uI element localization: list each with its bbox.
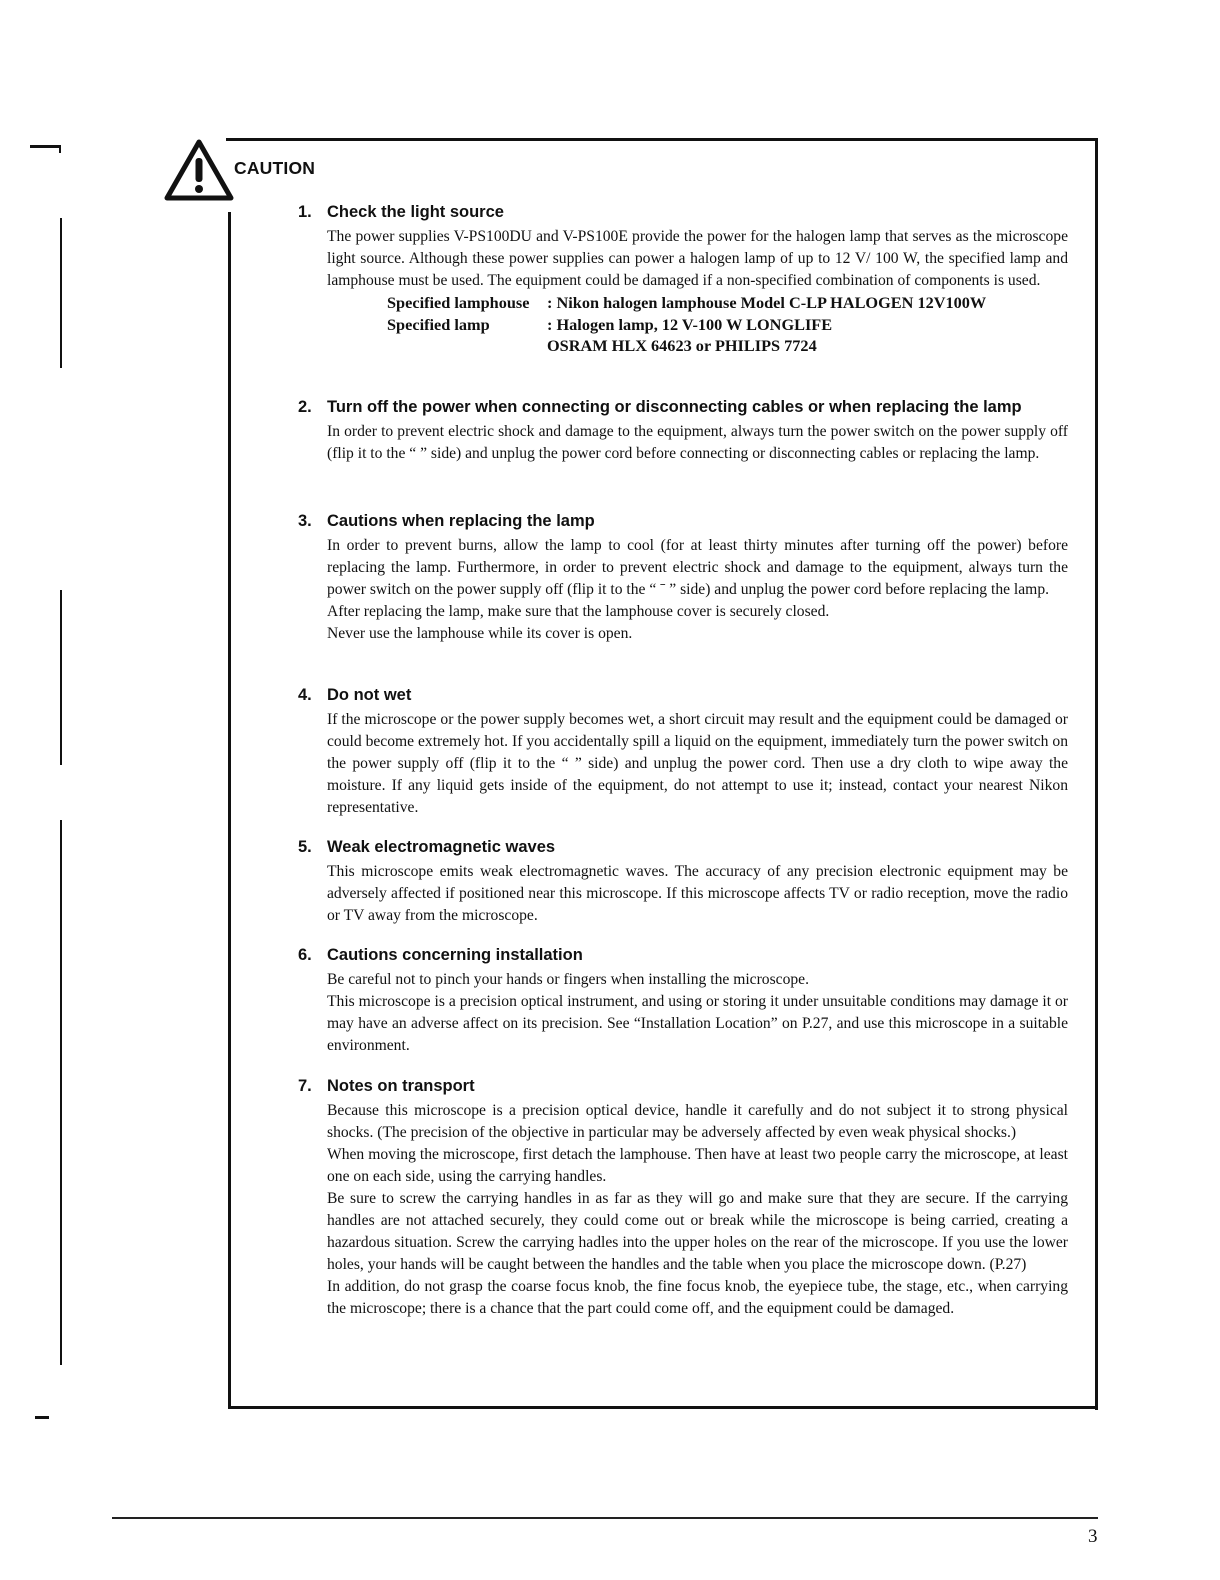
caution-item — [298, 1077, 1068, 1320]
item-number: 1. — [298, 203, 312, 221]
item-paragraph: Be sure to screw the carrying handles in as far as they will go and make sure that they are secure. If the carrying handles are not attached securely, they could come out or break while the microscope is being carried, creating a hazardous situation. Screw the carrying hadles into the upper holes on the rear of the microscope. If you use the lower holes, your hands will be caught between the handles and the table when you place the microscope down. (P.27) — [327, 1190, 1068, 1273]
item-paragraph: After replacing the lamp, make sure that the lamphouse cover is securely closed. — [327, 603, 830, 620]
spec-row — [387, 314, 1068, 336]
item-paragraph: Because this microscope is a precision optical device, handle it carefully and do not subject it to strong physical shocks. (The precision of the objective in particular may be adversely affected by even weak physical shocks.) — [327, 1102, 1068, 1141]
item-title: Cautions when replacing the lamp — [327, 512, 595, 530]
scan-mark — [60, 590, 62, 765]
page-number: 3 — [1088, 1526, 1098, 1547]
scan-mark — [60, 820, 62, 1365]
scan-mark — [30, 145, 60, 148]
item-title: Cautions concerning installation — [327, 946, 583, 964]
caution-item — [298, 512, 1068, 645]
item-number: 3. — [298, 512, 312, 530]
caution-item — [298, 838, 1068, 927]
spec-label: Specified lamp — [387, 314, 490, 334]
spec-label — [387, 335, 547, 357]
item-title: Notes on transport — [327, 1077, 475, 1095]
caution-box-border — [226, 138, 1098, 141]
item-title: Check the light source — [327, 203, 504, 221]
item-heading — [298, 203, 1068, 222]
item-heading — [298, 512, 1068, 531]
scan-mark — [60, 218, 62, 368]
item-title: Weak electromagnetic waves — [327, 838, 556, 856]
item-title: Turn off the power when connecting or disconnecting cables or when replacing the lamp — [327, 398, 1022, 416]
spec-value: OSRAM HLX 64623 or PHILIPS 7724 — [547, 336, 817, 355]
item-number: 4. — [298, 686, 312, 704]
item-number: 7. — [298, 1077, 312, 1095]
scan-mark — [59, 145, 61, 153]
caution-box-border — [229, 1406, 1098, 1409]
caution-item — [298, 203, 1068, 357]
item-paragraph: If the microscope or the power supply becomes wet, a short circuit may result and the equipment could be damaged or could become extremely hot. If you accidentally spill a liquid on the equipment, immediately turn the power switch on the power supply off (flip it to the “ ” side) and unplug the power cord. Then use a dry cloth to wipe away the moisture. If any liquid gets inside of the equipment, do not attempt to use it; instead, contact your nearest Nikon representative. — [327, 711, 1068, 816]
item-title: Do not wet — [327, 686, 412, 704]
footer-rule — [112, 1517, 1098, 1519]
caution-item — [298, 686, 1068, 819]
spec-label: Specified lamphouse — [387, 293, 530, 312]
item-heading — [298, 398, 1068, 417]
item-paragraph: This microscope emits weak electromagnetic waves. The accuracy of any precision electronic equipment may be adversely affected if positioned near this microscope. If this microscope affects TV or radio reception, move the radio or TV away from the microscope. — [327, 863, 1068, 924]
item-heading — [298, 946, 1068, 965]
spec-list — [387, 292, 1068, 357]
item-paragraph: When moving the microscope, first detach the lamphouse. Then have at least two people carry the microscope, at least one on each side, using the carrying handles. — [327, 1146, 1068, 1185]
item-heading — [298, 686, 1068, 705]
caution-box-border — [1095, 138, 1098, 1410]
spec-row — [387, 292, 1068, 314]
spec-value: : Halogen lamp, 12 V-100 W LONGLIFE — [547, 314, 833, 334]
caution-heading: CAUTION — [234, 158, 316, 178]
item-paragraph: This microscope is a precision optical instrument, and using or storing it under unsuitable conditions may damage it or may have an adverse affect on its precision. See “Installation Location” on P.27, and use this microscope in a suitable environment. — [327, 993, 1068, 1054]
item-number: 6. — [298, 946, 312, 964]
item-heading — [298, 1077, 1068, 1096]
warning-triangle-icon — [163, 138, 235, 202]
item-paragraph: In addition, do not grasp the coarse focus knob, the fine focus knob, the eyepiece tube, the stage, etc., when carrying the microscope; there is a chance that the part could come off, and the equipment could be damaged. — [327, 1278, 1068, 1317]
caution-item — [298, 946, 1068, 1057]
scan-mark — [35, 1416, 49, 1419]
item-number: 2. — [298, 398, 312, 416]
caution-box-border — [228, 212, 231, 1409]
item-heading — [298, 838, 1068, 857]
spec-row — [387, 335, 1068, 357]
item-paragraph: In order to prevent electric shock and damage to the equipment, always turn the power switch on the power supply off (flip it to the “ ” side) and unplug the power cord before connecting or disconnecting cables or replacing the lamp. — [327, 423, 1068, 462]
caution-item — [298, 398, 1068, 465]
item-paragraph: Never use the lamphouse while its cover is open. — [327, 625, 633, 642]
item-number: 5. — [298, 838, 312, 856]
item-paragraph: Be careful not to pinch your hands or fingers when installing the microscope. — [327, 971, 809, 988]
item-paragraph: The power supplies V-PS100DU and V-PS100E provide the power for the halogen lamp that serves as the microscope light source. Although these power supplies can power a halogen lamp of up to 12 V/ 100 W, the specified lamp and lamphouse must be used. The equipment could be damaged if a non-specified combination of components is used. — [327, 228, 1068, 289]
spec-value: : Nikon halogen lamphouse Model C-LP HALOGEN 12V100W — [547, 293, 987, 312]
item-paragraph: In order to prevent burns, allow the lamp to cool (for at least thirty minutes after turning off the power) before replacing the lamp. Furthermore, in order to prevent electric shock and damage to the equipment, always turn the power switch on the power supply off (flip it to the “ ˉ ” side) and unplug the power cord before replacing the lamp. — [327, 537, 1068, 598]
